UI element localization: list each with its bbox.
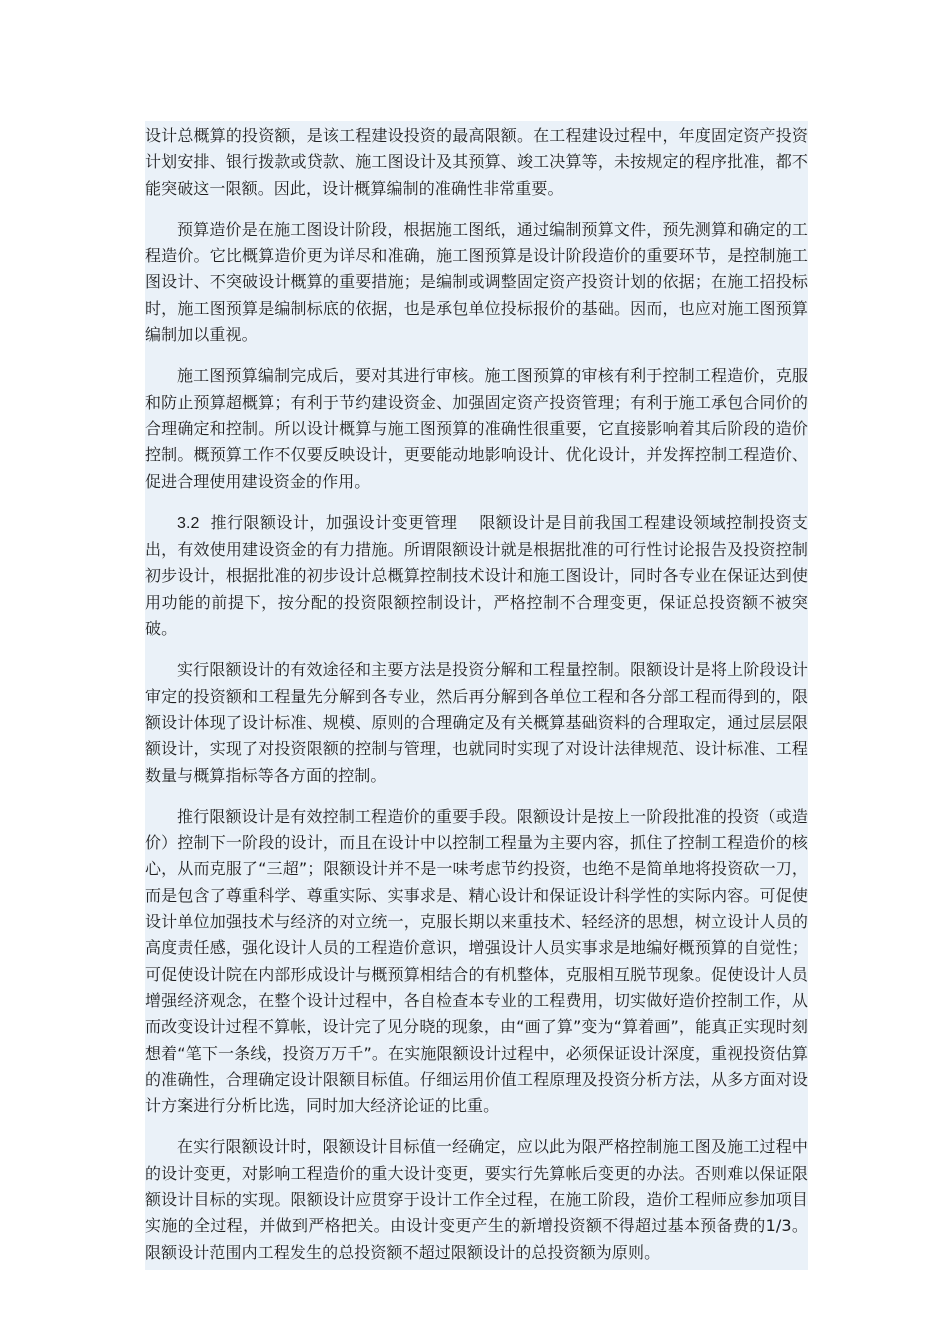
paragraph-limit-design-importance: 推行限额设计是有效控制工程造价的重要手段。限额设计是按上一阶段批准的投资（或造价）控制下一阶段的设计，而且在设计中以控制工程量为主要内容，抓住了控制工程造价的核心，从而克服了“三超”；限额设计并不是一味考虑节约投资，也绝不是简单地将投资砍一刀，而是包含了尊重科学、尊重实际、实事求是、精心设计和保证设计科学性的实际内容。可促使设计单位加强技术与经济的对立统一，克服长期以来重技术、轻经济的思想，树立设计人员的高度责任感，强化设计人员的工程造价意识，增强设计人员实事求是地编好概预算的自觉性；可促使设计院在内部形成设计与概预算相结合的有机整体，克服相互脱节现象。促使设计人员增强经济观念，在整个设计过程中，各自检查本专业的工程费用，切实做好造价控制工作，从而改变设计过程不算帐，设计完了见分晓的现象，由“画了算”变为“算着画”，能真正实现时刻想着“笔下一条线，投资万万千”。在实施限额设计过程中，必须保证设计深度，重视投资估算的准确性，合理确定设计限额目标值。仔细运用价值工程原理及投资分析方法，从多方面对设计方案进行分析比选，同时加大经济论证的比重。 (145, 806, 808, 1116)
paragraph-limit-design-changes: 在实行限额设计时，限额设计目标值一经确定，应以此为限严格控制施工图及施工过程中的设计变更，对影响工程造价的重大设计变更，要实行先算帐后变更的办法。否则难以保证限额设计目标的实现。限额设计应贯穿于设计工作全过程，在施工阶段，造价工程师应参加项目实施的全过程，并做到严格把关。由设计变更产生的新增投资额不得超过基本预备费的1/3。限额设计范围内工程发生的总投资额不超过限额设计的总投资额为原则。 (145, 1137, 808, 1262)
section-number: 3.2 (177, 514, 200, 532)
paragraph-section-3-2 (145, 510, 808, 642)
section-3-2-text: 推行限额设计，加强设计变更管理 限额设计是目前我国工程建设领域控制投资支出，有效使用建设资金的有力措施。所谓限额设计就是根据批准的可行性讨论报告及投资控制初步设计，根据批准的初步设计总概算控制技术设计和施工图设计，同时各专业在保证达到使用功能的前提下，按分配的投资限额控制设计，严格控制不合理变更，保证总投资额不被突破。 (145, 512, 808, 639)
paragraph-budget-review: 施工图预算编制完成后，要对其进行审核。施工图预算的审核有利于控制工程造价，克服和防止预算超概算；有利于节约建设资金、加强固定资产投资管理；有利于施工承包合同价的合理确定和控制。所以设计概算与施工图预算的准确性很重要，它直接影响着其后阶段的造价控制。概预算工作不仅要反映设计，更要能动地影响设计、优化设计，并发挥控制工程造价、促进合理使用建设资金的作用。 (145, 366, 808, 491)
paragraph-design-estimate: 设计总概算的投资额，是该工程建设投资的最高限额。在工程建设过程中，年度固定资产投资计划安排、银行拨款或贷款、施工图设计及其预算、竣工决算等，未按规定的程序批准，都不能突破这一限额。因此，设计概算编制的准确性非常重要。 (145, 126, 808, 198)
highlighted-text-block (145, 121, 808, 1270)
paragraph-budget-cost: 预算造价是在施工图设计阶段，根据施工图纸，通过编制预算文件，预先测算和确定的工程造价。它比概算造价更为详尽和准确，施工图预算是设计阶段造价的重要环节，是控制施工图设计、不突破设计概算的重要措施；是编制或调整固定资产投资计划的依据；在施工招投标时，施工图预算是编制标底的依据，也是承包单位投标报价的基础。因而，也应对施工图预算编制加以重视。 (145, 219, 808, 345)
paragraph-limit-design-method: 实行限额设计的有效途径和主要方法是投资分解和工程量控制。限额设计是将上阶段设计审定的投资额和工程量先分解到各专业，然后再分解到各单位工程和各分部工程而得到的，限额设计体现了设计标准、规模、原则的合理确定及有关概算基础资料的合理取定，通过层层限额设计，实现了对投资限额的控制与管理，也就同时实现了对设计法律规范、设计标准、工程数量与概算指标等各方面的控制。 (145, 660, 808, 785)
